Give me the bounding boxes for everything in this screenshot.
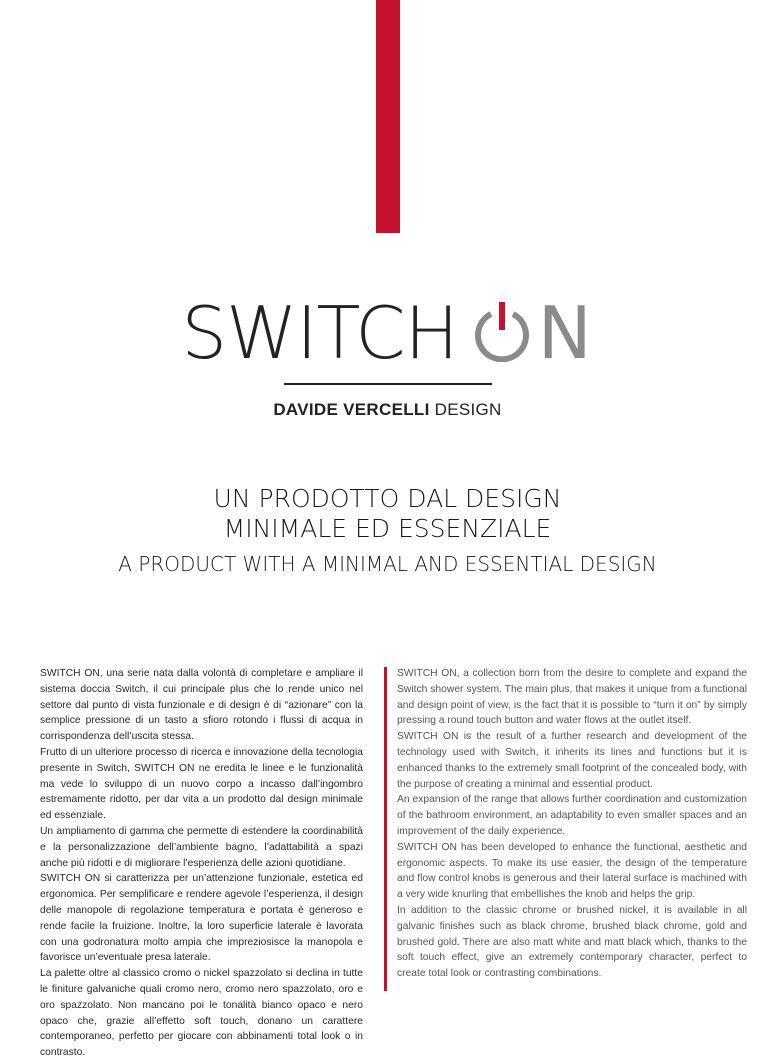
english-paragraph: SWITCH ON, a collection born from the desire to complete and expand the Switch shower system. The main plus, that makes it unique from a functional and design point of view, is the fact that it is possible to “turn it on” by simply pressing a round touch button and water flows at the outlet itself. bbox=[397, 668, 747, 727]
column-divider bbox=[384, 667, 387, 991]
heading-english: A PRODUCT WITH A MINIMAL AND ESSENTIAL DESIGN bbox=[118, 552, 657, 576]
designer-name: DAVIDE VERCELLI bbox=[273, 400, 430, 419]
heading-italian-line2: MINIMALE ED ESSENZIALE bbox=[223, 514, 552, 543]
english-paragraph: SWITCH ON has been developed to enhance the functional, aesthetic and ergonomic aspects. To make its use easier, the design of the temperature and flow control knobs is generous and their lateral surface is machined with a very wide knurling that embellishes the knob and helps the grip. bbox=[397, 841, 747, 901]
italian-paragraph: SWITCH ON, una serie nata dalla volontà di completare e ampliare il sistema doccia Switch, il cui principale plus che lo rende unico nel settore dal punto di vista funzionale e di design è di “azionare” con la semplice pressione di un tasto a sfioro rotondo i flussi di acqua in corrispondenza dell’uscita stessa. bbox=[40, 668, 363, 743]
heading-italian-line1: UN PRODOTTO DAL DESIGN bbox=[213, 484, 562, 513]
switch-on-logo bbox=[0, 288, 775, 378]
italian-paragraph: La palette oltre al classico cromo o nickel spazzolato si declina in tutte le finiture galvaniche quali cromo nero, cromo nero spazzolato, oro e oro spazzolato. Non mancano poi le tonalità bianco opaco e nero opaco che, grazie all’effetto soft touch, donano un carattere contemporaneo, perfetto per giocare con abbinamenti total look o in contrasto. bbox=[40, 968, 363, 1059]
english-paragraph: An expansion of the range that allows further coordination and customization of the bathroom environment, an adaptability to even smaller spaces and an improvement of the daily experience. bbox=[397, 794, 747, 837]
logo-switch-text: SWITCH bbox=[181, 291, 458, 375]
logo-on-text bbox=[472, 288, 594, 378]
power-icon bbox=[472, 300, 532, 362]
logo-underline bbox=[284, 383, 492, 385]
english-paragraph: SWITCH ON is the result of a further research and development of the technology used with Switch, it inherits its lines and functions but it is enhanced thanks to the extremely small footprint of the concealed body, with the purpose of creating a minimal and essential product. bbox=[397, 731, 747, 790]
top-red-accent-bar bbox=[376, 0, 400, 233]
logo-on-n: N bbox=[537, 291, 594, 375]
italian-paragraph: Un ampliamento di gamma che permette di estendere la coordinabilità e la personalizzazione dell’ambiente bagno, l’adattabilità a spazi anche più ridotti e di migliorare l’esperienza delle azioni quotidiane. bbox=[40, 825, 363, 869]
italian-paragraph: SWITCH ON si caratterizza per un’attenzione funzionale, estetica ed ergonomica. Per semplificare e rendere agevole l’esperienza, il design delle manopole di regolazione temperatura e portata è generoso e rende facile la fruizione. Inoltre, la loro superficie laterale è lavorata con una godronatura molto ampia che impreziosisce la manopola e favorisce un’eventuale presa laterale. bbox=[40, 873, 363, 964]
english-paragraph: In addition to the classic chrome or brushed nickel, it is available in all galvanic finishes such as black chrome, brushed black chrome, gold and brushed gold. There are also matt white and matt black which, thanks to the soft touch effect, give an extremely contemporary character, perfect to create total look or contrasting combinations. bbox=[397, 904, 747, 980]
italian-text-column bbox=[40, 666, 363, 1061]
designer-credit bbox=[0, 400, 775, 420]
designer-suffix: DESIGN bbox=[429, 400, 502, 419]
italian-paragraph: Frutto di un ulteriore processo di ricerca e innovazione della tecnologia presente in Switch, SWITCH ON ne eredita le linee e le funzionalità ma vede lo sviluppo di un nuovo corpo a incasso dall’ingombro estremamente ridotto, per dar vita a un prodotto dal design minimale ed essenziale. bbox=[40, 746, 363, 822]
english-text-column bbox=[397, 666, 747, 982]
